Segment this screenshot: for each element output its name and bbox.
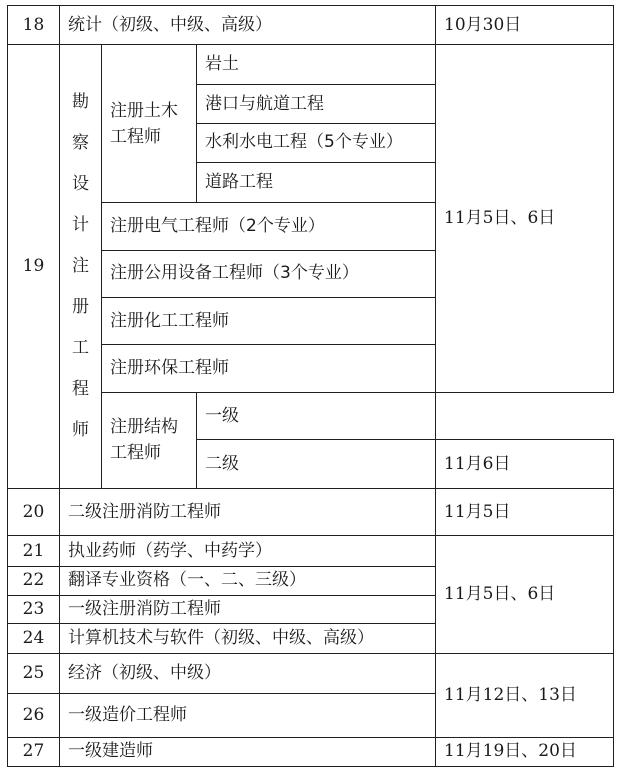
category-label: 勘察设计注册工程师 <box>72 92 89 441</box>
exam-date: 11月5日 <box>436 488 614 535</box>
civil-engineer-label: 注册土木工程师 <box>102 45 197 203</box>
exam-name: 计算机技术与软件（初级、中级、高级） <box>60 624 436 653</box>
row-number: 19 <box>8 45 60 489</box>
exam-name: 一级造价工程师 <box>60 694 436 737</box>
exam-date: 11月12日、13日 <box>436 653 614 737</box>
category-cell <box>60 45 102 489</box>
exam-name: 翻译专业资格（一、二、三级） <box>60 566 436 595</box>
exam-date: 11月5日、6日 <box>436 45 614 393</box>
sub-specialty: 港口与航道工程 <box>197 84 436 123</box>
exam-name: 一级建造师 <box>60 737 436 766</box>
exam-name: 注册环保工程师 <box>102 345 436 392</box>
sub-specialty: 岩土 <box>197 45 436 84</box>
exam-name: 注册公用设备工程师（3个专业） <box>102 250 436 297</box>
row-number: 27 <box>8 737 60 766</box>
row-number: 26 <box>8 694 60 737</box>
row-number: 18 <box>8 6 60 45</box>
table-row <box>8 737 614 766</box>
table-row <box>8 536 614 566</box>
exam-date: 11月6日 <box>436 440 614 489</box>
structural-engineer-label: 注册结构工程师 <box>102 392 197 488</box>
sub-specialty: 道路工程 <box>197 162 436 202</box>
exam-name: 注册电气工程师（2个专业） <box>102 203 436 250</box>
exam-name: 二级注册消防工程师 <box>60 488 436 535</box>
exam-date: 11月19日、20日 <box>436 737 614 766</box>
row-number: 24 <box>8 624 60 653</box>
exam-name: 执业药师（药学、中药学） <box>60 536 436 566</box>
exam-schedule-table <box>7 5 614 767</box>
exam-name: 经济（初级、中级） <box>60 653 436 693</box>
row-number: 20 <box>8 488 60 535</box>
row-number: 21 <box>8 536 60 566</box>
sub-specialty: 水利水电工程（5个专业） <box>197 124 436 162</box>
exam-name: 统计（初级、中级、高级） <box>60 6 436 45</box>
row-number: 23 <box>8 596 60 624</box>
table-row <box>8 6 614 45</box>
level-label: 一级 <box>197 392 436 439</box>
table-row <box>8 45 614 84</box>
exam-name: 一级注册消防工程师 <box>60 596 436 624</box>
exam-date: 11月5日、6日 <box>436 536 614 653</box>
table-row <box>8 653 614 693</box>
exam-name: 注册化工工程师 <box>102 298 436 345</box>
level-label: 二级 <box>197 440 436 489</box>
row-number: 25 <box>8 653 60 693</box>
exam-date: 10月30日 <box>436 6 614 45</box>
row-number: 22 <box>8 566 60 595</box>
table-row <box>8 488 614 535</box>
